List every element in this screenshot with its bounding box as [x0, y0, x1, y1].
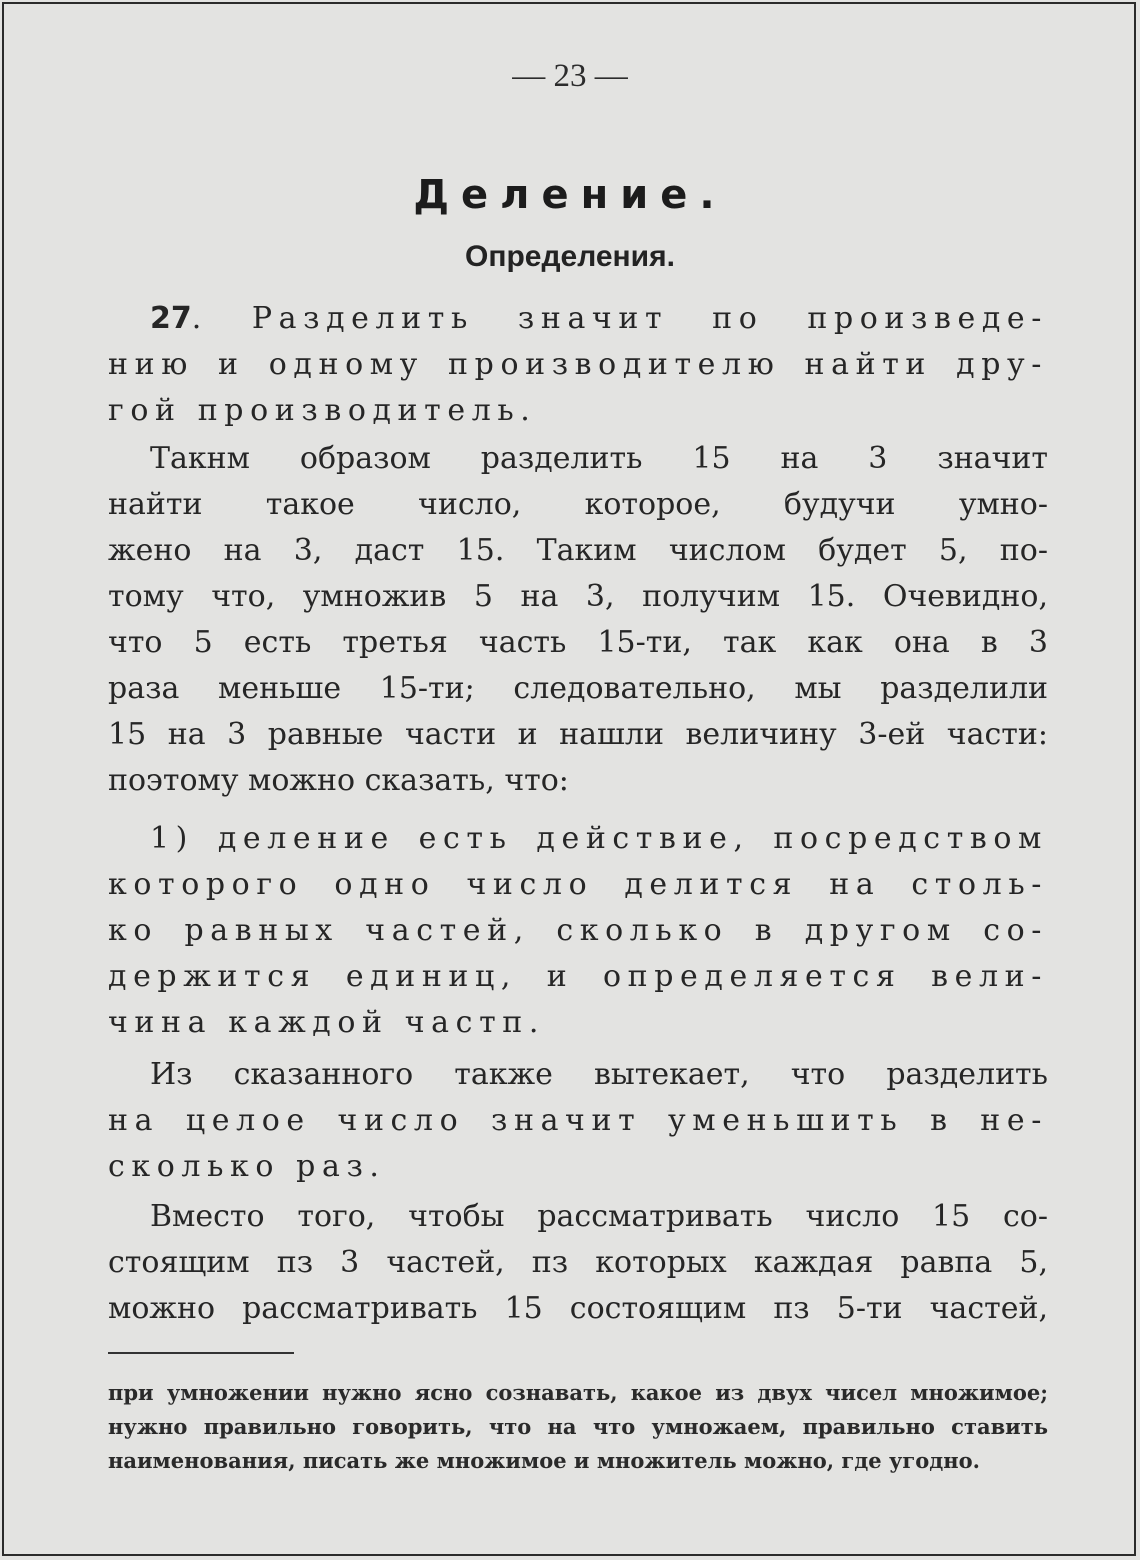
text-line: можно рассматривать 15 состоящим пз 5-ти частей, — [108, 1291, 1048, 1326]
paragraph-alternative — [108, 1194, 1048, 1332]
footnote-line: наименования, писать же множимое и множитель можно, где угодно. — [108, 1448, 980, 1473]
text-line: нию и одному производителю найти дру- — [108, 347, 1048, 382]
text-line: найти такое число, которое, будучи умно- — [108, 487, 1048, 522]
text-line: поэтому можно сказать, что: — [108, 763, 569, 798]
text-line: что 5 есть третья часть 15-ти, так как она в 3 — [108, 625, 1048, 660]
text-line: 15 на 3 равные части и нашли величину 3-ей части: — [108, 717, 1048, 752]
text-line: держится единиц, и определяется вели- — [108, 959, 1048, 994]
text-line: Такнм образом разделить 15 на 3 значит — [150, 441, 1048, 476]
text-line: сколько раз. — [108, 1149, 386, 1184]
footnote — [108, 1376, 1048, 1478]
text-line: чина каждой частп. — [108, 1005, 545, 1040]
footnote-divider — [108, 1352, 294, 1354]
text-line: стоящим пз 3 частей, пз которых каждая равпа 5, — [108, 1245, 1048, 1280]
footnote-line: при умножении нужно ясно сознавать, какое из двух чисел множимое; — [108, 1380, 1048, 1405]
text-line: которого одно число делится на столь- — [108, 867, 1048, 902]
text-line: гой производитель. — [108, 393, 537, 428]
footnote-line: нужно правильно говорить, что на что умножаем, правильно ставить — [108, 1414, 1048, 1439]
text-line: раза меньше 15-ти; следовательно, мы разделили — [108, 671, 1048, 706]
text-line: Вместо того, чтобы рассматривать число 15 со- — [150, 1199, 1048, 1234]
page-number: — 23 — — [512, 58, 628, 94]
section-title: Деление. — [413, 172, 727, 218]
text-line: на целое число значит уменьшить в не- — [108, 1103, 1048, 1138]
paragraph-definition — [108, 296, 1048, 434]
text-line: 1) деление есть действие, посредством — [150, 821, 1048, 856]
text-line-content: . Разделить значит по произведе- — [191, 301, 1048, 336]
text-line: жено на 3, даст 15. Таким числом будет 5, по- — [108, 533, 1048, 568]
subsection-title: Определения. — [465, 240, 675, 273]
paragraph-example — [108, 436, 1048, 804]
text-line: Из сказанного также вытекает, что разделить — [150, 1057, 1048, 1092]
paragraph-consequence — [108, 1052, 1048, 1190]
text-line: ко равных частей, сколько в другом со- — [108, 913, 1048, 948]
text-line — [108, 296, 1048, 342]
paragraph-number: 27 — [150, 301, 192, 336]
text-line: тому что, умножив 5 на 3, получим 15. Очевидно, — [108, 579, 1048, 614]
paragraph-rule-1 — [108, 816, 1048, 1046]
